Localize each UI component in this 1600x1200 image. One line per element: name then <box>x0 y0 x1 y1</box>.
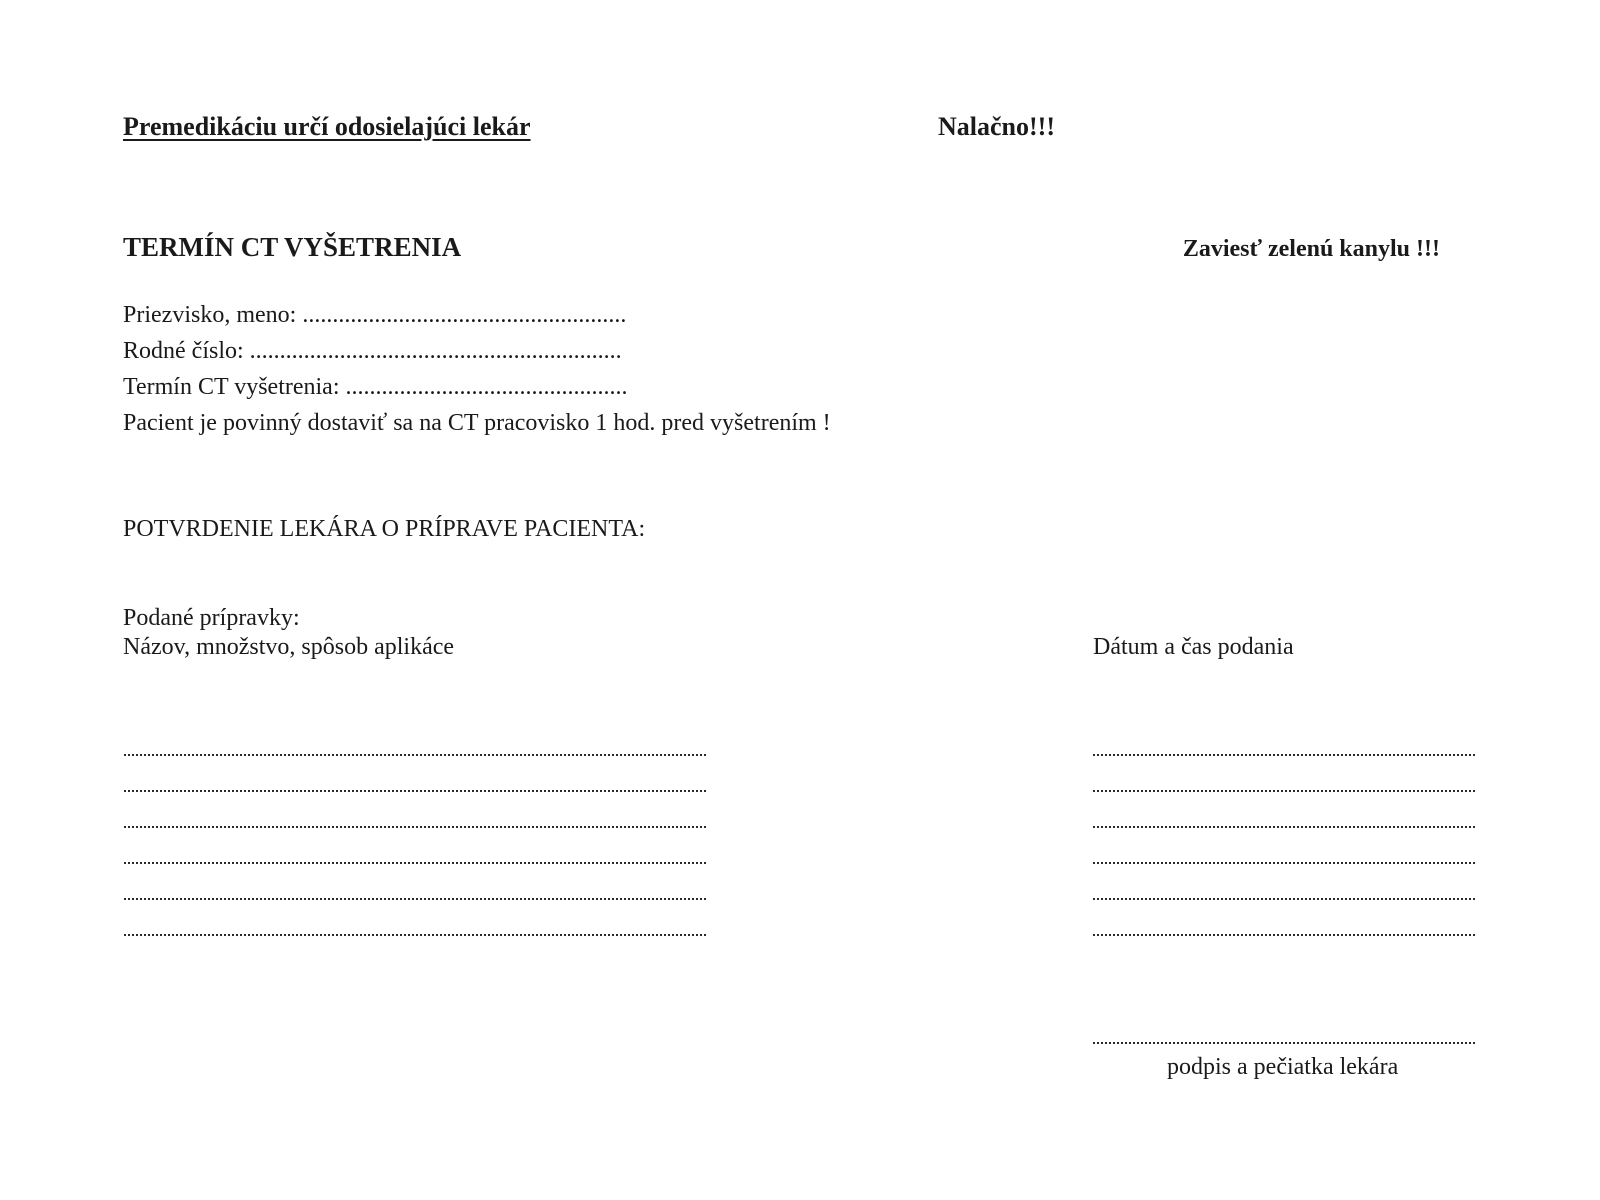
birth-number-field[interactable] <box>123 338 622 365</box>
datetime-line[interactable] <box>1093 862 1475 864</box>
medication-line[interactable] <box>124 754 706 756</box>
arrival-note: Pacient je povinný dostaviť sa na CT pracovisko 1 hod. pred vyšetrením ! <box>123 410 831 436</box>
appointment-label: Termín CT vyšetrenia: <box>123 374 346 400</box>
confirmation-title: POTVRDENIE LEKÁRA O PRÍPRAVE PACIENTA: <box>123 516 646 542</box>
given-label: Podané prípravky: <box>123 605 300 631</box>
medication-line[interactable] <box>124 898 706 900</box>
columns-left-header: Názov, množstvo, spôsob aplikáce <box>123 634 455 660</box>
premedication-note: Premedikáciu určí odosielajúci lekár <box>123 112 531 141</box>
birth-number-label: Rodné číslo: <box>123 338 250 364</box>
medication-line[interactable] <box>124 790 706 792</box>
datetime-line[interactable] <box>1093 934 1475 936</box>
medication-line[interactable] <box>124 826 706 828</box>
name-dots: ...................................................... <box>302 302 627 328</box>
name-field[interactable] <box>123 302 626 329</box>
appointment-field[interactable] <box>123 374 628 401</box>
datetime-line[interactable] <box>1093 754 1475 756</box>
datetime-line[interactable] <box>1093 826 1475 828</box>
fasting-note: Nalačno!!! <box>938 112 1055 141</box>
cannula-note: Zaviesť zelenú kanylu !!! <box>1182 236 1440 262</box>
signature-line[interactable] <box>1093 1042 1475 1044</box>
medication-line[interactable] <box>124 862 706 864</box>
name-label: Priezvisko, meno: <box>123 302 303 328</box>
section-title: TERMÍN CT VYŠETRENIA <box>123 232 462 262</box>
datetime-line[interactable] <box>1093 898 1475 900</box>
signature-label: podpis a pečiatka lekára <box>1167 1054 1399 1080</box>
appointment-dots: ............................................... <box>345 374 628 400</box>
medication-line[interactable] <box>124 934 706 936</box>
birth-number-dots: .............................................................. <box>249 338 622 364</box>
columns-right-header: Dátum a čas podania <box>1093 634 1294 660</box>
datetime-line[interactable] <box>1093 790 1475 792</box>
